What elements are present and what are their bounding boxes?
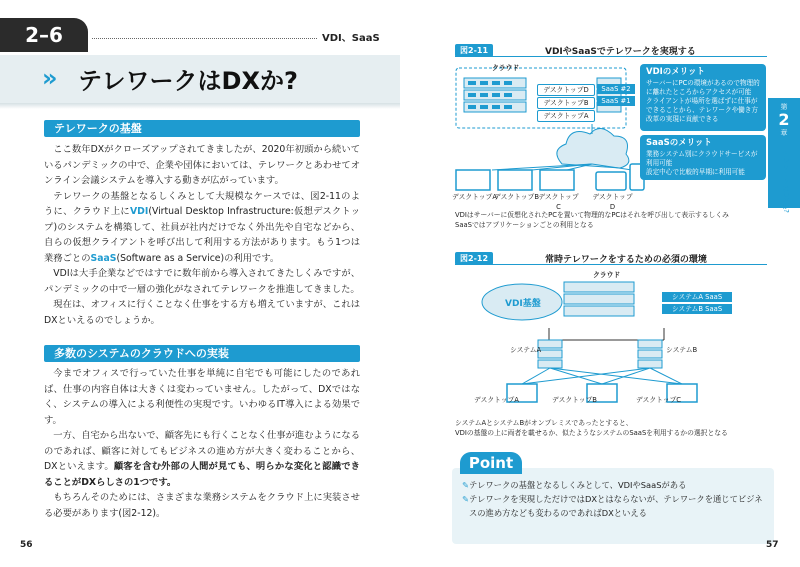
system-a-saas-tag: システムA SaaS xyxy=(662,292,732,302)
section-1-body xyxy=(44,142,360,328)
section-2-body xyxy=(44,366,360,521)
figure-label: 図2-12 xyxy=(455,252,493,265)
system-b-label: システムB xyxy=(666,346,698,354)
section-heading-1: テレワークの基盤 xyxy=(44,120,360,137)
section-subtitle: VDI、SaaS xyxy=(322,33,380,44)
system-a-label: システムA xyxy=(510,346,542,354)
figure-title: VDIやSaaSでテレワークを実現する xyxy=(545,47,696,57)
client-label: デスクトップD xyxy=(592,193,633,211)
merit-title: VDIのメリット xyxy=(646,67,705,77)
page-number-right: 57 xyxy=(766,540,779,550)
system-a-server-icon xyxy=(538,340,562,368)
figure-note: VDIはサーバーに仮想化されたPCを置いて物理的なPCはそれを呼び出して表示するしくみ xyxy=(455,211,729,219)
figure-rule xyxy=(455,56,767,57)
section-heading-2: 多数のシステムのクラウドへの実装 xyxy=(44,345,360,362)
point-item xyxy=(462,492,768,520)
cloud-label: クラウド xyxy=(492,64,520,72)
saas-tag: SaaS #2 xyxy=(597,84,635,94)
merit-title: SaaSのメリット xyxy=(646,138,712,148)
merit-item: クライアントが場所を選ばずに仕事ができることから、テレワークや働き方改革の実現に貢献できる xyxy=(646,97,758,123)
figure-notes xyxy=(455,210,767,230)
merit-item: 業務システム別にクラウドサービスが利用可能 xyxy=(646,150,758,167)
pencil-icon: ✎ xyxy=(462,480,469,490)
arrows xyxy=(549,328,664,340)
client-label: デスクトップB xyxy=(552,396,597,404)
client-label: デスクトップB xyxy=(494,193,539,201)
term-vdi: VDI xyxy=(129,206,149,217)
cloud-label: クラウド xyxy=(593,271,621,279)
paragraph-dx xyxy=(44,428,360,490)
cloud-servers-icon xyxy=(564,282,634,316)
paragraph: 現在は、オフィスに行くことなく仕事をする方も増えていますが、これはDXといえるのでしょうか。 xyxy=(44,299,360,326)
figure-notes xyxy=(455,418,767,438)
virtual-desktop: デスクトップB xyxy=(537,97,595,109)
figure-note: VDIの基盤の上に両者を載せるか、似たようなシステムのSaaSを利用するかの選択となる xyxy=(455,429,728,437)
network-lines xyxy=(522,368,682,384)
internet-cloud-icon xyxy=(557,128,629,168)
chapter-prefix: 第 xyxy=(780,103,788,111)
chevron-marker-icon: » xyxy=(42,64,58,92)
figure-label: 図2-11 xyxy=(455,44,493,57)
figure-note: システムAとシステムBがオンプレミスであったとすると、 xyxy=(455,419,633,427)
client-label: デスクトップA xyxy=(452,193,497,201)
point-text: テレワークの基盤となるしくみとして、VDIやSaaSがある xyxy=(468,480,687,490)
chapter-suffix: 章 xyxy=(780,129,788,137)
system-b-saas-tag: システムB SaaS xyxy=(662,304,732,314)
text: (Virtual Desktop Infrastructure:仮想デスクトップ)のシステムを構築して、社員が社内だけでなく外出先や自宅などから、自らの仮想クライアントを呼び出して利用する方法があります。もう1つは業務ごとの xyxy=(44,206,360,264)
title-band-shadow xyxy=(0,103,400,109)
merit-item: 設定中心で比較的早期に利用可能 xyxy=(646,168,745,176)
system-b-server-icon xyxy=(638,340,662,368)
saas-tag: SaaS #1 xyxy=(597,96,635,106)
emphasis-text: 顧客を含む外部の人間が見ても、明らかな変化と認識できることがDXらしさの1つです。 xyxy=(44,461,360,488)
system-cloud-diagram xyxy=(452,266,772,416)
text: テレワークの基盤となるしくみとして大規模なケースでは、図2-11のように、クラウド上に xyxy=(44,190,360,217)
text: 一方、自宅から出ないで、顧客先にも行くことなく仕事が進むようになるのであれば、顧客に対してもビジネスの進め方が大きく変わることから、DXといえます。 xyxy=(44,430,360,472)
text: (Software as a Service)の利用です。 xyxy=(116,252,280,264)
term-saas: SaaS xyxy=(90,252,117,264)
saas-merit-box xyxy=(640,135,766,180)
virtual-desktop: デスクトップD xyxy=(537,84,595,96)
pencil-icon: ✎ xyxy=(462,494,469,504)
paragraph: VDIは大手企業などではすでに数年前から導入されてきたしくみですが、パンデミックの中で一層の強化がなされてテレワークを推進してきました。 xyxy=(44,268,360,295)
virtual-desktop: デスクトップA xyxy=(537,110,595,122)
client-label: デスクトップC xyxy=(538,193,579,211)
paragraph: もちろんそのためには、さまざまな業務システムをクラウド上に実装させる必要があります(図2-12)。 xyxy=(44,492,360,519)
section-number: 2–6 xyxy=(0,18,88,52)
figure-rule xyxy=(455,264,767,265)
page-title: テレワークはDXか? xyxy=(78,67,298,95)
point-text: テレワークを実現しただけではDXとはならないが、テレワークを通じてビジネスの進め方なども変わるのであればDXといえる xyxy=(468,494,763,518)
paragraph: ここ数年DXがクローズアップされてきましたが、2020年初頭から続いているパンデミックの中で、企業や団体においては、テレワークとあわせてオンライン会議システムを導入する動きが広がっています。 xyxy=(44,144,360,186)
merit-item: サーバーにPCの環境があるので物理的に離れたところからアクセスが可能 xyxy=(646,79,760,96)
paragraph: 今までオフィスで行っていた仕事を単純に自宅でも可能にしたのであれば、仕事の内容自体は大きくは変わっていません。したがって、DXではなく、システムの導入による利便性の実現です。いわゆるIT導入による効果です。 xyxy=(44,368,360,426)
figure-note: SaaSではアプリケーションごとの利用となる xyxy=(455,221,594,229)
chapter-side-text: テレワークはDXか? xyxy=(782,150,790,213)
vdi-merit-box xyxy=(640,64,766,131)
saas-tags xyxy=(597,84,635,106)
figure-title: 常時テレワークをするための必須の環境 xyxy=(545,255,707,265)
client-label: デスクトップA xyxy=(474,396,519,404)
client-label: デスクトップC xyxy=(636,396,682,404)
paragraph-vdi-saas xyxy=(44,189,360,267)
page-number-left: 56 xyxy=(20,540,33,550)
point-item xyxy=(462,478,768,492)
point-label: Point xyxy=(460,452,522,474)
section-divider xyxy=(92,38,317,39)
vdi-base-label: VDI基盤 xyxy=(505,299,541,309)
virtual-desktop-stack xyxy=(537,84,595,122)
point-list xyxy=(462,478,768,520)
chapter-number: 2 xyxy=(778,110,790,129)
